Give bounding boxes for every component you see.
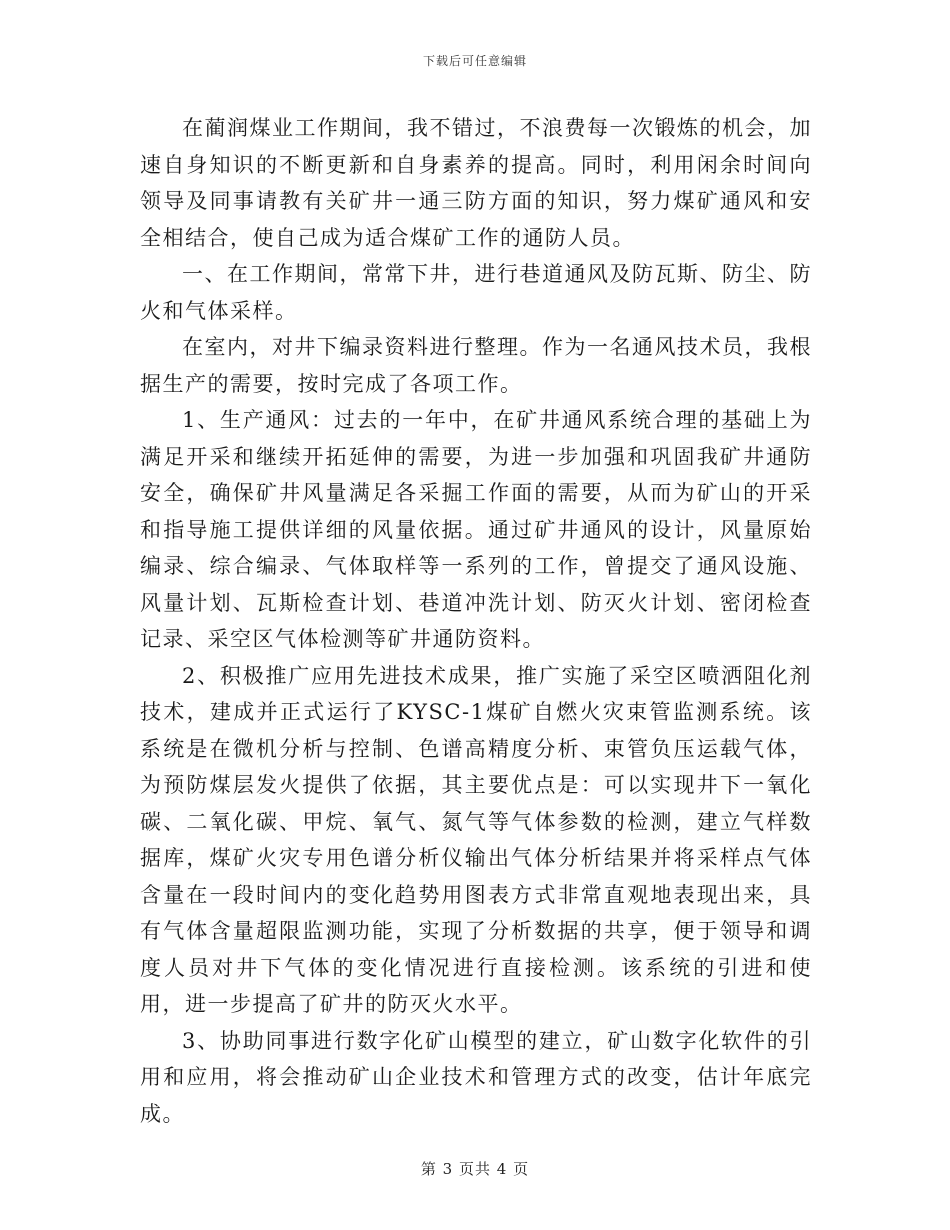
paragraph-intro: 在蔺润煤业工作期间，我不错过，不浪费每一次锻炼的机会，加速自身知识的不断更新和自身素养的提高。同时，利用闲余时间向领导及同事请教有关矿井一通三防方面的知识，努力煤矿通风和安全相结合，使自己成为适合煤矿工作的通防人员。: [140, 116, 812, 250]
paragraph-item-1: 1、生产通风：过去的一年中，在矿井通风系统合理的基础上为满足开采和继续开拓延伸的需要，为进一步加强和巩固我矿井通防安全，确保矿井风量满足各采掘工作面的需要，从而为矿山的开采和指导施工提供详细的风量依据。通过矿井通风的设计，风量原始编录、综合编录、气体取样等一系列的工作，曾提交了通风设施、风量计划、瓦斯检查计划、巷道冲洗计划、防灭火计划、密闭检查记录、采空区气体检测等矿井通防资料。: [140, 408, 812, 651]
page-number: 第 3 页共 4 页: [420, 1160, 530, 1178]
paragraph-item-3: 3、协助同事进行数字化矿山模型的建立，矿山数字化软件的引用和应用，将会推动矿山企业技术和管理方式的改变，估计年底完成。: [140, 1028, 812, 1126]
page-header: 下载后可任意编辑: [422, 54, 527, 68]
document-body: [140, 110, 812, 1132]
paragraph-indoor-work: 在室内，对井下编录资料进行整理。作为一名通风技术员，我根据生产的需要，按时完成了各项工作。: [140, 335, 812, 396]
paragraph-item-2: 2、积极推广应用先进技术成果，推广实施了采空区喷洒阻化剂技术，建成并正式运行了KYSC-1煤矿自燃火灾束管监测系统。该系统是在微机分析与控制、色谱高精度分析、束管负压运载气体，为预防煤层发火提供了依据，其主要优点是：可以实现井下一氧化碳、二氧化碳、甲烷、氧气、氮气等气体参数的检测，建立气样数据库，煤矿火灾专用色谱分析仪输出气体分析结果并将采样点气体含量在一段时间内的变化趋势用图表方式非常直观地表现出来，具有气体含量超限监测功能，实现了分析数据的共享，便于领导和调度人员对井下气体的变化情况进行直接检测。该系统的引进和使用，进一步提高了矿井的防灭火水平。: [140, 663, 812, 1016]
paragraph-section-one: 一、在工作期间，常常下井，进行巷道通风及防瓦斯、防尘、防火和气体采样。: [140, 262, 812, 323]
